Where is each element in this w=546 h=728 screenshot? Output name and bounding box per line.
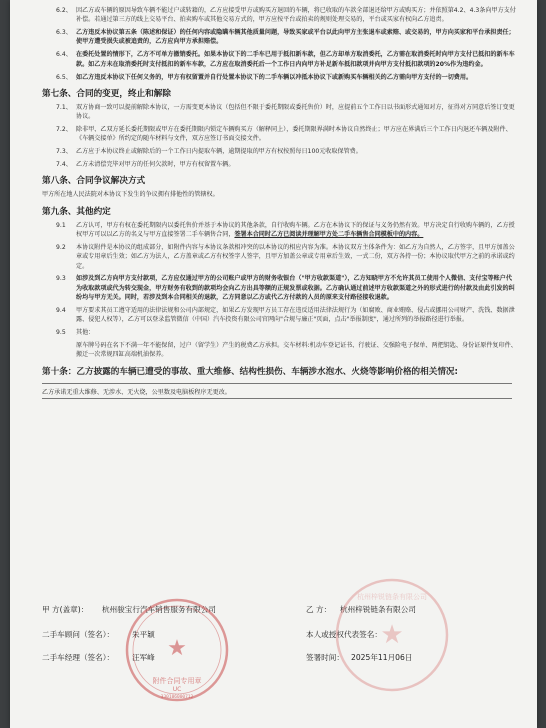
clause-number: 9.2 (56, 243, 66, 251)
clause-number: 9.1 (56, 221, 66, 229)
section-9-clause (56, 274, 518, 302)
date-label: 签署时间： (306, 653, 344, 662)
section-7-heading: 第七条、合同的变更，终止和解除 (42, 88, 171, 99)
agent-signature-label: 本人或授权代表签名： (306, 630, 382, 639)
seal-number: 330106000712 (160, 695, 194, 700)
advisor-label: 二手车顾问（签名）： (42, 630, 115, 639)
clause-text: 双方协商一致可以提前解除本协议，一方需变更本协议（包括但不限于委托期限或委托售价）时，应提前五个工作日以书面形式通知对方，征得对方同意后签订变更协议。 (76, 103, 515, 121)
section-9-heading: 第九条、其他约定 (42, 206, 111, 217)
clause-9-1 (56, 221, 518, 240)
divider (42, 398, 512, 399)
clause-text: 乙方应于本协议终止或解除后的一个工作日内提取车辆，逾期提取的甲方有权按照每日100元收取保管费。 (76, 148, 362, 156)
divider (42, 383, 512, 384)
clause-number: 9.3 (56, 275, 66, 283)
clause-number: 6.3、 (56, 29, 72, 37)
clause-text: 在委托处置的情形下，乙方不可单方撤销委托。如果本协议下的二手车已用于抵扣新车款，但乙方却单方取消委托，乙方需在取消委托时向甲方支付已抵扣的新车车款。如乙方未在取消委托时支付抵扣的新车车款，乙方应在取消委托后一个工作日内向甲方补足新车抵扣款项并向甲方支付抵扣款项的20%作为违约金。 (76, 51, 515, 68)
section-9-clause (56, 306, 518, 325)
svg-text:★: ★ (167, 636, 187, 661)
clause-text: 甲方要求其员工遵守适用的法律法规和公司内部规定，如果乙方发现甲方员工存在违反适用法律法规行为（如腐败、商业贿赂、侵占或挪用公司财产、洗钱、数据泄露、侵犯人权等），乙方可以登录监管微信（中国）汽车投资有限公司官网向"合规与廉正"页面，点击"举报制度"，通过所列的举报路径进行举报。 (76, 306, 515, 324)
clause-text: 除非甲、乙双方延长委托期限或甲方在委托期限内锁定车辆购买方（解释同上），委托期限界满时本协议自然终止；甲方应在界满后三个工作日内退还车辆及附件、《车辆交接单》所约定的随车材料与文件，双方应签订书面交接文件。 (76, 126, 512, 143)
party-a-name: 杭州骏宝行汽车销售服务有限公司 (102, 605, 216, 614)
clause-9-5 (56, 328, 518, 337)
clause-text: 如涉及到乙方向甲方支付款项，乙方应仅通过甲方的公司账户或甲方的财务收银台（"甲方收款渠道"），乙方知晓甲方不允许其员工使用个人微信、支付宝等账户代为收取款项或代为转交现金，甲方财务有收到的款项均会向乙方出具等额的正规发票或收据。乙方确认通过前述甲方收款渠道之外的形式进行的付款及由此引发的纠纷均与甲方无关。同时，若涉及到本合同相关的退款，乙方同意以乙方或代乙方付款的人员的原来支付路径接收退款。 (76, 275, 515, 301)
company-seal-b (332, 575, 452, 695)
clause-9-5-text: 原车牌号码在名下不满一年不能保留，过户（留学生）产生的税费乙方承担。交车材料:机动车登记证书、行驶证、交强险电子保单、两把钥匙、身份证原件复印件、搬迁一次常规四缸高端机油保养。 (76, 341, 517, 359)
clause-text: 乙方违反本协议第五条（陈述和保证）的任何内容或隐瞒车辆其他质量问题，导致买家或平台以此向甲方主张退车或索赔、或交易的，甲方向买家和平台承担责任；使甲方遭受损失或被追责的，乙方应向甲方承担赔偿。 (76, 29, 515, 46)
clause-text: 本协议附件是本协议的组成部分，如附件内容与本协议条款相冲突的以本协议的相应内容为准。本协议双方主体条件为：如乙方为自然人，乙方签字，且甲方加盖公章或专用章后生效；如乙方为法人，乙方盖章或乙方有权签字人签字，且甲方加盖公章或专用章后生效，一式二份，双方各持一份；本协议取代甲方之前的承诺或约定。 (76, 243, 515, 270)
party-a-label: 甲 方(盖章)： (42, 605, 89, 614)
section-7-clause (56, 103, 518, 122)
clause-text: 乙方认可，甲方有权在委托期限内以委托售价并基于本协议的其他条款，自行收购车辆。乙方在本协议下的保证与义务仍然有效。甲方决定自行收购车辆的，乙方授权甲方可以以乙方的名义与甲方直接签署二手车辆售合同， (76, 221, 515, 239)
clause-number: 7.4、 (56, 161, 72, 169)
section-6-clause (56, 50, 518, 69)
section-10-heading: 第十条：乙方披露的车辆已遭受的事故、重大维修、结构性损伤、车辆涉水泡水、火烧等影响价格的相关情况: (42, 366, 458, 377)
advisor-name: 朱平颖 (132, 630, 155, 639)
section-6-clause (56, 73, 518, 82)
clause-number: 6.4、 (56, 51, 72, 59)
section-8-heading: 第八条、合同争议解决方式 (42, 176, 146, 187)
clause-heading: 其他： (76, 329, 95, 337)
section-6-clause (56, 28, 518, 47)
seal-title: 附件合同专用章 (152, 677, 202, 685)
manager-label: 二手车经理（签名）： (42, 653, 115, 662)
svg-text:★: ★ (380, 620, 404, 650)
section-7-clause (56, 160, 518, 169)
company-seal-a (122, 595, 232, 705)
section-7-clause (56, 125, 518, 144)
section-8-text: 甲方所在地人民法院对本协议下发生的争议拥有排他性的管辖权。 (42, 191, 219, 199)
signing-date: 2025年11月06日 (351, 653, 413, 662)
clause-number: 6.2、 (56, 7, 72, 14)
clause-number: 7.1、 (56, 103, 72, 111)
clause-number: 7.2、 (56, 126, 72, 134)
clause-number: 6.5、 (56, 73, 72, 81)
party-b-label: 乙 方： (306, 605, 332, 614)
clause-number: 7.3、 (56, 148, 72, 156)
clause-number: 9.5 (56, 329, 66, 337)
seal-sub: UC (172, 686, 182, 693)
clause-number: 9.4 (56, 306, 66, 314)
section-10-text: 乙方承诺无重大维修、无涉水、无火烧，公里数及电脑板程序无更改。 (42, 388, 231, 396)
seal-b-title: 杭州梓锐链条有限公司 (357, 593, 427, 601)
clause-text: 因乙方或车辆的原因导致车辆不能过户或转籍的，乙方应接受甲方或购买方退回的车辆，将已收取的车款全部退还给甲方或购买方；并依照第4.2、4.3条向甲方支付补偿。若通过第三方的线上交易平台、拍卖购车或其他交易方式的，甲方应按平台或拍卖的规则处理交易的，平台或买家有权向乙方追责。 (76, 7, 516, 24)
section-9-clause (56, 243, 518, 271)
manager-name: 汪军峰 (132, 653, 155, 662)
section-6-clause (56, 6, 518, 25)
clause-text: 如乙方违反本协议下任何义务的，甲方有权留置并自行处置本协议下的二手车辆以冲抵本协议下或新购买车辆相关的乙方需向甲方支付的一切费用。 (76, 73, 473, 81)
party-b-name: 杭州梓锐链条有限公司 (340, 605, 416, 614)
clause-text: 乙方未清偿完毕对甲方的任何欠款时，甲方有权留置车辆。 (76, 161, 235, 169)
contract-body (42, 6, 518, 399)
clause-underlined-text: 签署本合同时乙方已阅读并理解甲方处二手车辆售合同模板中的内容。 (234, 231, 424, 239)
section-7-clause (56, 147, 518, 156)
document-page (10, 0, 537, 728)
